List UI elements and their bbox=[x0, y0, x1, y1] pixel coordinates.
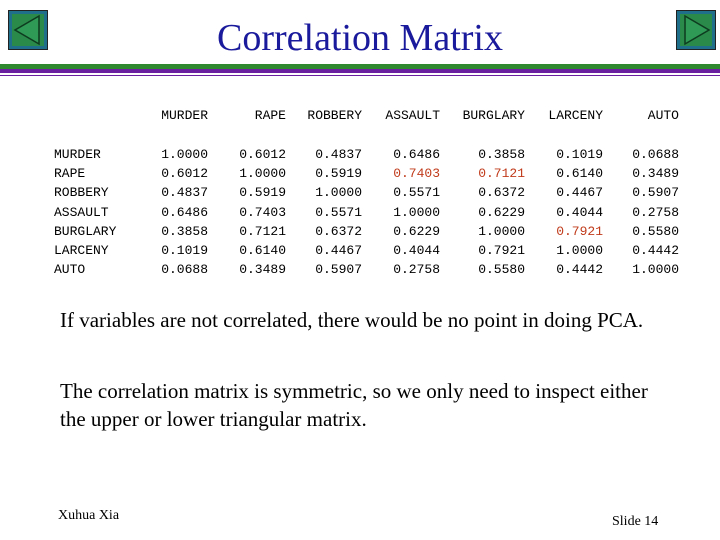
matrix-cell: 0.4044 bbox=[393, 242, 440, 258]
matrix-cell: 0.5919 bbox=[239, 185, 286, 201]
matrix-column bbox=[161, 145, 208, 279]
matrix-cell: 1.0000 bbox=[161, 147, 208, 162]
column-header: ROBBERY bbox=[307, 108, 362, 123]
row-label: ROBBERY bbox=[54, 185, 109, 201]
row-labels bbox=[54, 145, 116, 279]
matrix-column bbox=[478, 145, 525, 279]
matrix-cell: 0.5919 bbox=[315, 166, 362, 182]
matrix-cell: 0.1019 bbox=[161, 242, 208, 258]
matrix-cell: 0.4837 bbox=[315, 147, 362, 162]
matrix-cell: 0.4837 bbox=[161, 185, 208, 201]
row-label: RAPE bbox=[54, 166, 86, 182]
matrix-cell: 0.6012 bbox=[239, 147, 286, 162]
matrix-cell: 0.5580 bbox=[632, 223, 679, 239]
matrix-cell: 0.4467 bbox=[556, 185, 603, 201]
matrix-cell: 0.6229 bbox=[478, 204, 525, 220]
matrix-cell: 0.6140 bbox=[556, 166, 603, 182]
matrix-cell: 0.7921 bbox=[478, 242, 525, 258]
matrix-cell: 0.5571 bbox=[393, 185, 440, 201]
matrix-cell: 0.3489 bbox=[239, 262, 286, 278]
column-header: RAPE bbox=[254, 108, 286, 123]
column-header: BURGLARY bbox=[462, 108, 525, 123]
matrix-cell: 0.7403 bbox=[239, 204, 286, 220]
matrix-cell: 0.7403 bbox=[393, 166, 440, 182]
matrix-cell: 0.3489 bbox=[632, 166, 679, 182]
matrix-column bbox=[239, 145, 286, 279]
matrix-cell: 0.5907 bbox=[632, 185, 679, 201]
matrix-cell: 0.3858 bbox=[161, 223, 208, 239]
matrix-cell: 0.3858 bbox=[478, 147, 525, 162]
matrix-cell: 0.7921 bbox=[556, 223, 603, 239]
matrix-cell: 0.2758 bbox=[393, 262, 440, 278]
matrix-cell: 1.0000 bbox=[478, 223, 525, 239]
column-header: MURDER bbox=[161, 108, 208, 123]
row-label: ASSAULT bbox=[54, 204, 109, 220]
column-header: ASSAULT bbox=[385, 108, 440, 123]
matrix-column bbox=[315, 145, 362, 279]
matrix-cell: 0.2758 bbox=[632, 204, 679, 220]
matrix-cell: 0.6140 bbox=[239, 242, 286, 258]
slide-title: Correlation Matrix bbox=[217, 17, 503, 59]
row-label: AUTO bbox=[54, 262, 86, 278]
matrix-cell: 0.6012 bbox=[161, 166, 208, 182]
row-label: LARCENY bbox=[54, 242, 109, 258]
row-label: BURGLARY bbox=[54, 223, 117, 239]
matrix-column bbox=[393, 145, 440, 279]
matrix-column bbox=[632, 145, 679, 279]
footer-author: Xuhua Xia bbox=[58, 508, 120, 523]
matrix-cell: 0.0688 bbox=[632, 147, 679, 162]
matrix-cell: 0.4442 bbox=[632, 242, 679, 258]
note-correlation: If variables are not correlated, there would be no point in doing PCA. bbox=[60, 308, 644, 332]
matrix-cell: 1.0000 bbox=[315, 185, 362, 201]
matrix-cell: 0.6486 bbox=[393, 147, 440, 162]
matrix-cell: 0.4442 bbox=[556, 262, 603, 278]
matrix-cell: 0.6229 bbox=[393, 223, 440, 239]
matrix-cell: 0.6486 bbox=[161, 204, 208, 220]
matrix-cell: 1.0000 bbox=[239, 166, 286, 182]
matrix-cell: 0.5571 bbox=[315, 204, 362, 220]
footer-slide-number: Slide 14 bbox=[612, 514, 659, 529]
matrix-cell: 0.6372 bbox=[315, 223, 362, 239]
note-symmetric: The correlation matrix is symmetric, so we only need to inspect either the upper or lower triangular matrix. bbox=[60, 379, 648, 431]
title-divider-purple bbox=[0, 69, 720, 73]
matrix-cell: 1.0000 bbox=[393, 204, 440, 220]
row-label: MURDER bbox=[54, 147, 101, 162]
matrix-cell: 1.0000 bbox=[556, 242, 603, 258]
matrix-column bbox=[556, 145, 603, 279]
matrix-cell: 0.4467 bbox=[315, 242, 362, 258]
matrix-cell: 0.7121 bbox=[478, 166, 525, 182]
matrix-cell: 0.5580 bbox=[478, 262, 525, 278]
matrix-cell: 1.0000 bbox=[632, 262, 679, 278]
column-header: AUTO bbox=[647, 108, 679, 123]
title-divider-thin bbox=[0, 75, 720, 76]
matrix-cell: 0.6372 bbox=[478, 185, 525, 201]
column-header: LARCENY bbox=[548, 108, 603, 123]
matrix-cell: 0.1019 bbox=[556, 147, 603, 162]
matrix-cell: 0.5907 bbox=[315, 262, 362, 278]
matrix-cell: 0.0688 bbox=[161, 262, 208, 278]
matrix-cell: 0.7121 bbox=[239, 223, 286, 239]
matrix-cell: 0.4044 bbox=[556, 204, 603, 220]
